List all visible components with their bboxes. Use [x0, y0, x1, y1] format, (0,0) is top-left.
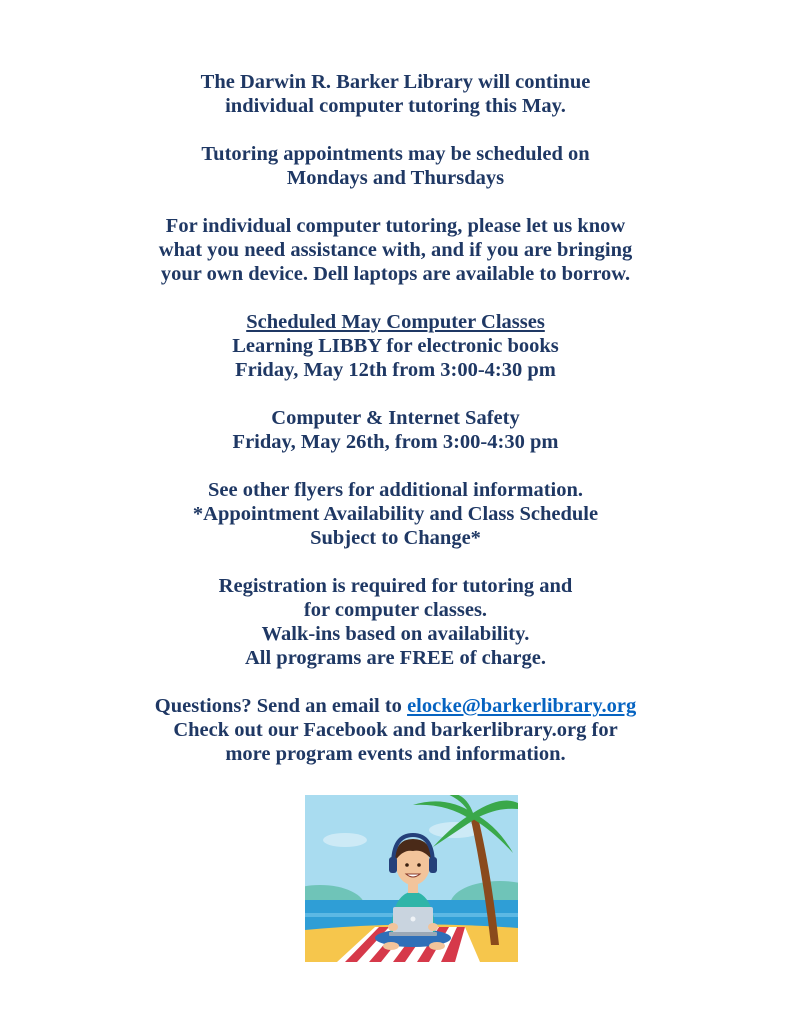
class-2-title: Computer & Internet Safety	[271, 407, 520, 429]
flyer-content	[0, 70, 791, 790]
contact-line-2: Check out our Facebook and barkerlibrary.org for	[173, 719, 618, 741]
classes-paragraph	[0, 310, 791, 382]
email-link[interactable]: elocke@barkerlibrary.org	[407, 695, 637, 717]
contact-paragraph	[0, 694, 791, 766]
intro-paragraph	[0, 70, 791, 118]
appointments-line-2: Mondays and Thursdays	[286, 167, 505, 189]
notes-line-2: *Appointment Availability and Class Schedule	[192, 503, 599, 525]
contact-line-3: more program events and information.	[225, 743, 566, 765]
intro-line-2: individual computer tutoring this May.	[225, 95, 566, 117]
class-1-title: Learning LIBBY for electronic books	[232, 335, 559, 357]
registration-line-4: All programs are FREE of charge.	[244, 647, 546, 669]
individual-line-3: your own device. Dell laptops are available to borrow.	[160, 263, 631, 285]
notes-paragraph	[0, 478, 791, 550]
individual-line-2: what you need assistance with, and if you are bringing	[158, 239, 633, 261]
classes-heading: Scheduled May Computer Classes	[246, 311, 545, 333]
class-2-time: Friday, May 26th, from 3:00-4:30 pm	[232, 431, 559, 453]
appointments-line-1: Tutoring appointments may be scheduled on	[201, 143, 590, 165]
registration-line-3: Walk-ins based on availability.	[261, 623, 530, 645]
intro-line-1: The Darwin R. Barker Library will continue	[200, 71, 591, 93]
notes-line-3: Subject to Change*	[310, 527, 481, 549]
individual-tutoring-paragraph	[0, 214, 791, 286]
class-2-paragraph	[0, 406, 791, 454]
person-with-laptop-on-beach-icon	[305, 795, 518, 962]
individual-line-1: For individual computer tutoring, please let us know	[165, 215, 626, 237]
questions-text: Questions? Send an email to	[154, 695, 408, 717]
class-1-time: Friday, May 12th from 3:00-4:30 pm	[235, 359, 556, 381]
appointments-paragraph	[0, 142, 791, 190]
notes-line-1: See other flyers for additional information.	[207, 479, 584, 501]
contact-line-1	[0, 694, 791, 718]
registration-paragraph	[0, 574, 791, 670]
registration-line-2: for computer classes.	[303, 599, 488, 621]
registration-line-1: Registration is required for tutoring and	[218, 575, 573, 597]
